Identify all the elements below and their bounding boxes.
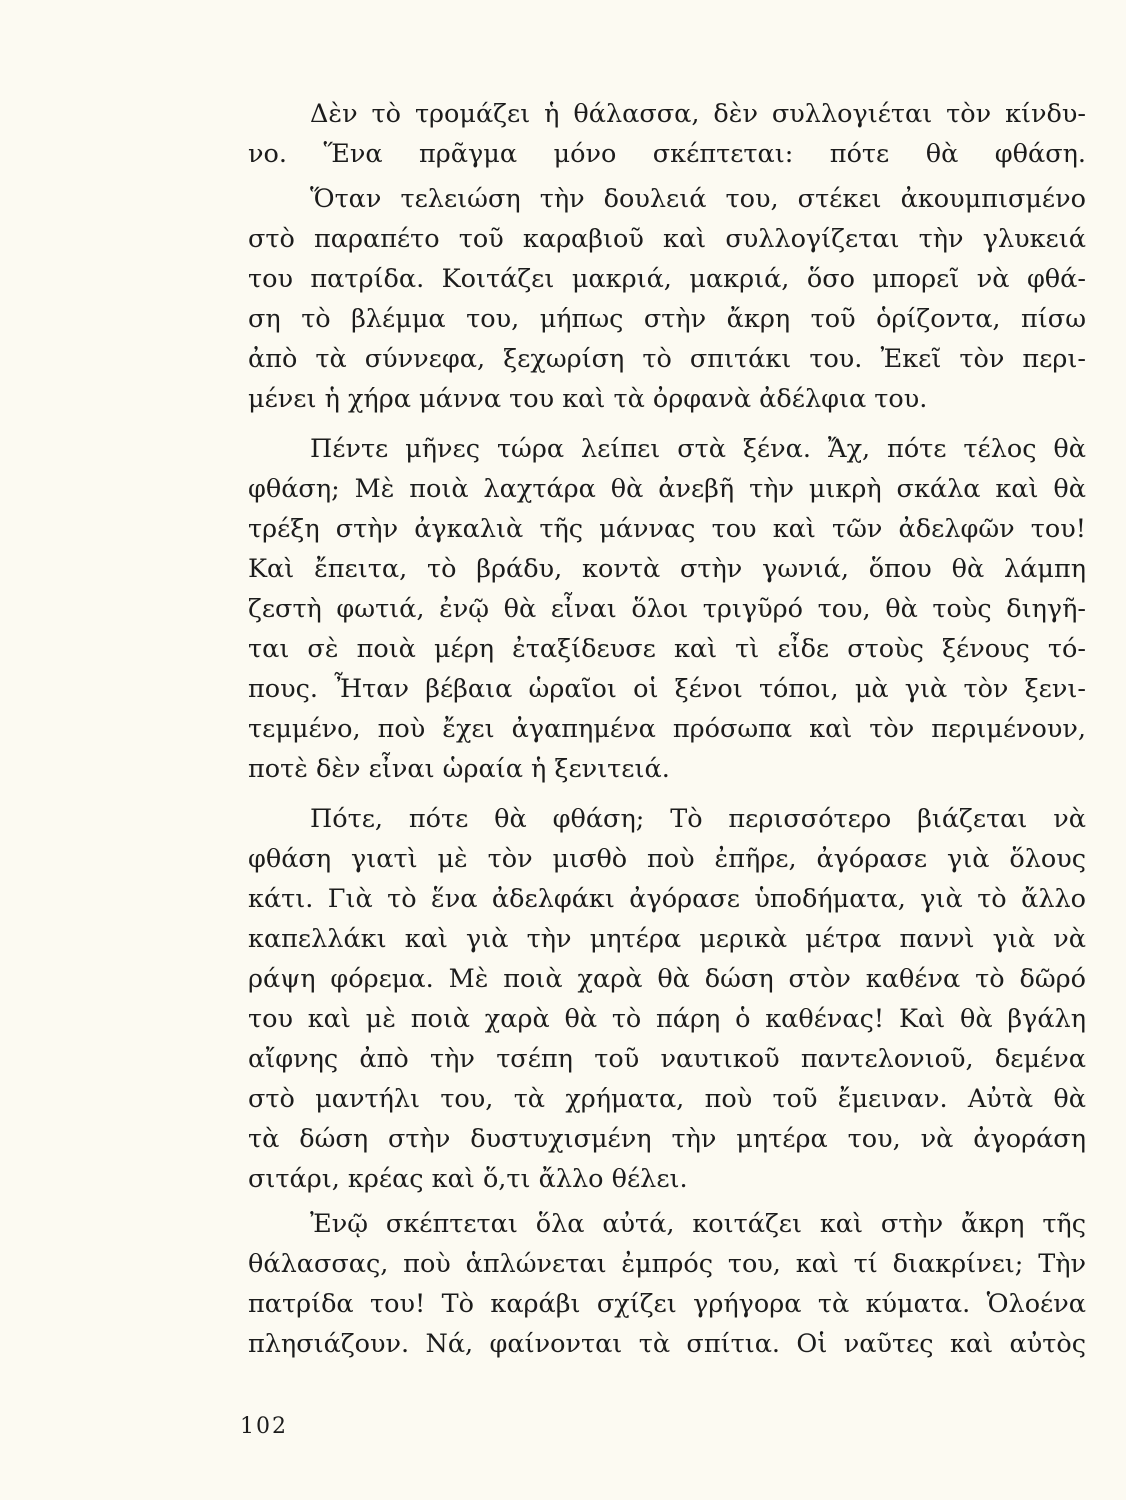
text-line: ράψη φόρεμα. Μὲ ποιὰ χαρὰ θὰ δώση στὸν καθένα τὸ δῶρό [248,964,1086,994]
text-line: τὰ δώση στὴν δυστυχισμένη τὴν μητέρα του, νὰ ἀγοράση [248,1124,1086,1154]
text-line: ἀπὸ τὰ σύννεφα, ξεχωρίση τὸ σπιτάκι του. Ἐκεῖ τὸν περι- [248,344,1086,374]
text-line: καπελλάκι καὶ γιὰ τὴν μητέρα μερικὰ μέτρα παννὶ γιὰ νὰ [248,924,1086,954]
text-line: ται σὲ ποιὰ μέρη ἐταξίδευσε καὶ τὶ εἶδε στοὺς ξένους τό- [248,634,1086,664]
text-line: πους. Ἦταν βέβαια ὡραῖοι οἱ ξένοι τόποι, μὰ γιὰ τὸν ξενι- [248,674,1086,704]
text-line: του καὶ μὲ ποιὰ χαρὰ θὰ τὸ πάρη ὁ καθένας! Καὶ θὰ βγάλη [248,1004,1086,1034]
text-line: Ὅταν τελειώση τὴν δουλειά του, στέκει ἀκουμπισμένο [310,184,1086,214]
text-line: αἴφνης ἀπὸ τὴν τσέπη τοῦ ναυτικοῦ παντελονιοῦ, δεμένα [248,1044,1086,1074]
text-line: φθάση γιατὶ μὲ τὸν μισθὸ ποὺ ἐπῆρε, ἀγόρασε γιὰ ὅλους [248,844,1086,874]
text-line: Πέντε μῆνες τώρα λείπει στὰ ξένα. Ἄχ, πότε τέλος θὰ [310,434,1086,464]
text-line: Καὶ ἔπειτα, τὸ βράδυ, κοντὰ στὴν γωνιά, ὅπου θὰ λάμπη [248,554,1086,584]
text-line: φθάση; Μὲ ποιὰ λαχτάρα θὰ ἀνεβῆ τὴν μικρὴ σκάλα καὶ θὰ [248,474,1086,504]
text-line: Ἐνῷ σκέπτεται ὅλα αὐτά, κοιτάζει καὶ στὴν ἄκρη τῆς [310,1209,1086,1239]
text-line: τρέξη στὴν ἀγκαλιὰ τῆς μάννας του καὶ τῶν ἀδελφῶν του! [248,514,1086,544]
text-line: θάλασσας, ποὺ ἁπλώνεται ἐμπρός του, καὶ τί διακρίνει; Τὴν [248,1249,1086,1279]
text-line: ζεστὴ φωτιά, ἐνῷ θὰ εἶναι ὅλοι τριγῦρό του, θὰ τοὺς διηγῆ- [248,594,1086,624]
text-line: πατρίδα του! Τὸ καράβι σχίζει γρήγορα τὰ κύματα. Ὁλοένα [248,1289,1086,1319]
text-line: ση τὸ βλέμμα του, μήπως στὴν ἄκρη τοῦ ὁρίζοντα, πίσω [248,304,1086,334]
page-number: 102 [240,1414,288,1439]
text-line: κάτι. Γιὰ τὸ ἕνα ἀδελφάκι ἀγόρασε ὑποδήματα, γιὰ τὸ ἄλλο [248,884,1086,914]
text-line: στὸ παραπέτο τοῦ καραβιοῦ καὶ συλλογίζεται τὴν γλυκειά [248,224,1086,254]
text-line: Δὲν τὸ τρομάζει ἡ θάλασσα, δὲν συλλογιέται τὸν κίνδυ- [310,99,1086,129]
text-line: στὸ μαντήλι του, τὰ χρήματα, ποὺ τοῦ ἔμειναν. Αὐτὰ θὰ [248,1084,1086,1114]
text-line: του πατρίδα. Κοιτάζει μακριά, μακριά, ὅσο μπορεῖ νὰ φθά- [248,264,1086,294]
text-line: σιτάρι, κρέας καὶ ὅ,τι ἄλλο θέλει. [248,1164,688,1194]
text-line: πλησιάζουν. Νά, φαίνονται τὰ σπίτια. Οἱ ναῦτες καὶ αὐτὸς [248,1329,1086,1359]
text-line: Πότε, πότε θὰ φθάση; Τὸ περισσότερο βιάζεται νὰ [310,804,1086,834]
text-line: τεμμένο, ποὺ ἔχει ἀγαπημένα πρόσωπα καὶ τὸν περιμένουν, [248,714,1086,744]
text-line: νο. Ἕνα πρᾶγμα μόνο σκέπτεται: πότε θὰ φθάση. [248,139,1086,169]
text-line: ποτὲ δὲν εἶναι ὡραία ἡ ξενιτειά. [248,754,670,784]
text-line: μένει ἡ χήρα μάννα του καὶ τὰ ὀρφανὰ ἀδέλφια του. [248,384,928,414]
